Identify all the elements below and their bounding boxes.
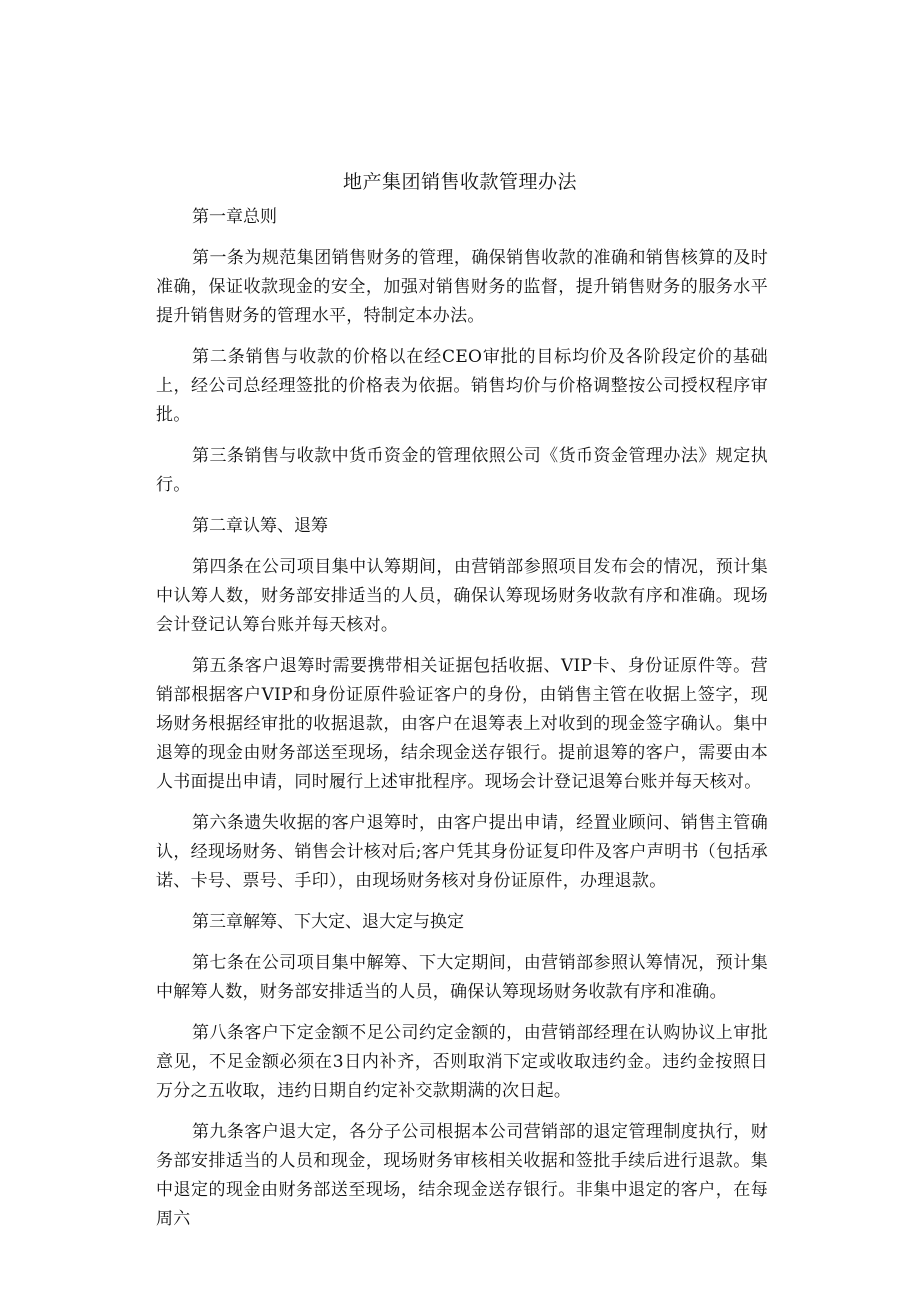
article-paragraph: 第三条销售与收款中货币资金的管理依照公司《货币资金管理办法》规定执行。 bbox=[156, 446, 768, 495]
chapter-heading: 第一章总则 bbox=[192, 207, 277, 227]
document-title: 地产集团销售收款管理办法 bbox=[342, 171, 577, 193]
article-paragraph: 第八条客户下定金额不足公司约定金额的，由营销部经理在认购协议上审批意见，不足金额必须在3日内补齐，否则取消下定或收取违约金。违约金按照日万分之五收取，违约日期自约定补交款期满的次日起。 bbox=[156, 1023, 768, 1101]
article-paragraph: 第七条在公司项目集中解筹、下大定期间，由营销部参照认筹情况，预计集中解筹人数，财务部安排适当的人员，确保认筹现场财务收款有序和准确。 bbox=[156, 953, 768, 1002]
chapter-heading: 第三章解筹、下大定、退大定与换定 bbox=[192, 912, 464, 932]
article-paragraph: 第六条遗失收据的客户退筹时，由客户提出申请，经置业顾问、销售主管确认，经现场财务、销售会计核对后;客户凭其身份证复印件及客户声明书（包括承诺、卡号、票号、手印），由现场财务核对身份证原件，办理退款。 bbox=[156, 813, 768, 891]
article-paragraph: 第四条在公司项目集中认筹期间，由营销部参照项目发布会的情况，预计集中认筹人数，财务部安排适当的人员，确保认筹现场财务收款有序和准确。现场会计登记认筹台账并每天核对。 bbox=[156, 557, 768, 635]
article-paragraph: 第九条客户退大定，各分子公司根据本公司营销部的退定管理制度执行，财务部安排适当的人员和现金，现场财务审核相关收据和签批手续后进行退款。集中退定的现金由财务部送至现场，结余现金送存银行。非集中退定的客户，在每周六 bbox=[156, 1122, 768, 1229]
document-body bbox=[156, 203, 768, 1246]
article-paragraph: 第二条销售与收款的价格以在经CEO审批的目标均价及各阶段定价的基础上，经公司总经理签批的价格表为依据。销售均价与价格调整按公司授权程序审批。 bbox=[156, 347, 768, 425]
article-paragraph: 第一条为规范集团销售财务的管理，确保销售收款的准确和销售核算的及时准确，保证收款现金的安全，加强对销售财务的监督，提升销售财务的服务水平提升销售财务的管理水平，特制定本办法。 bbox=[156, 248, 768, 326]
chapter-heading: 第二章认筹、退筹 bbox=[192, 516, 328, 536]
article-paragraph: 第五条客户退筹时需要携带相关证据包括收据、VIP卡、身份证原件等。营销部根据客户VIP和身份证原件验证客户的身份，由销售主管在收据上签字，现场财务根据经审批的收据退款，由客户在退筹表上对收到的现金签字确认。集中退筹的现金由财务部送至现场，结余现金送存银行。提前退筹的客户，需要由本人书面提出申请，同时履行上述审批程序。现场会计登记退筹台账并每天核对。 bbox=[156, 656, 768, 792]
